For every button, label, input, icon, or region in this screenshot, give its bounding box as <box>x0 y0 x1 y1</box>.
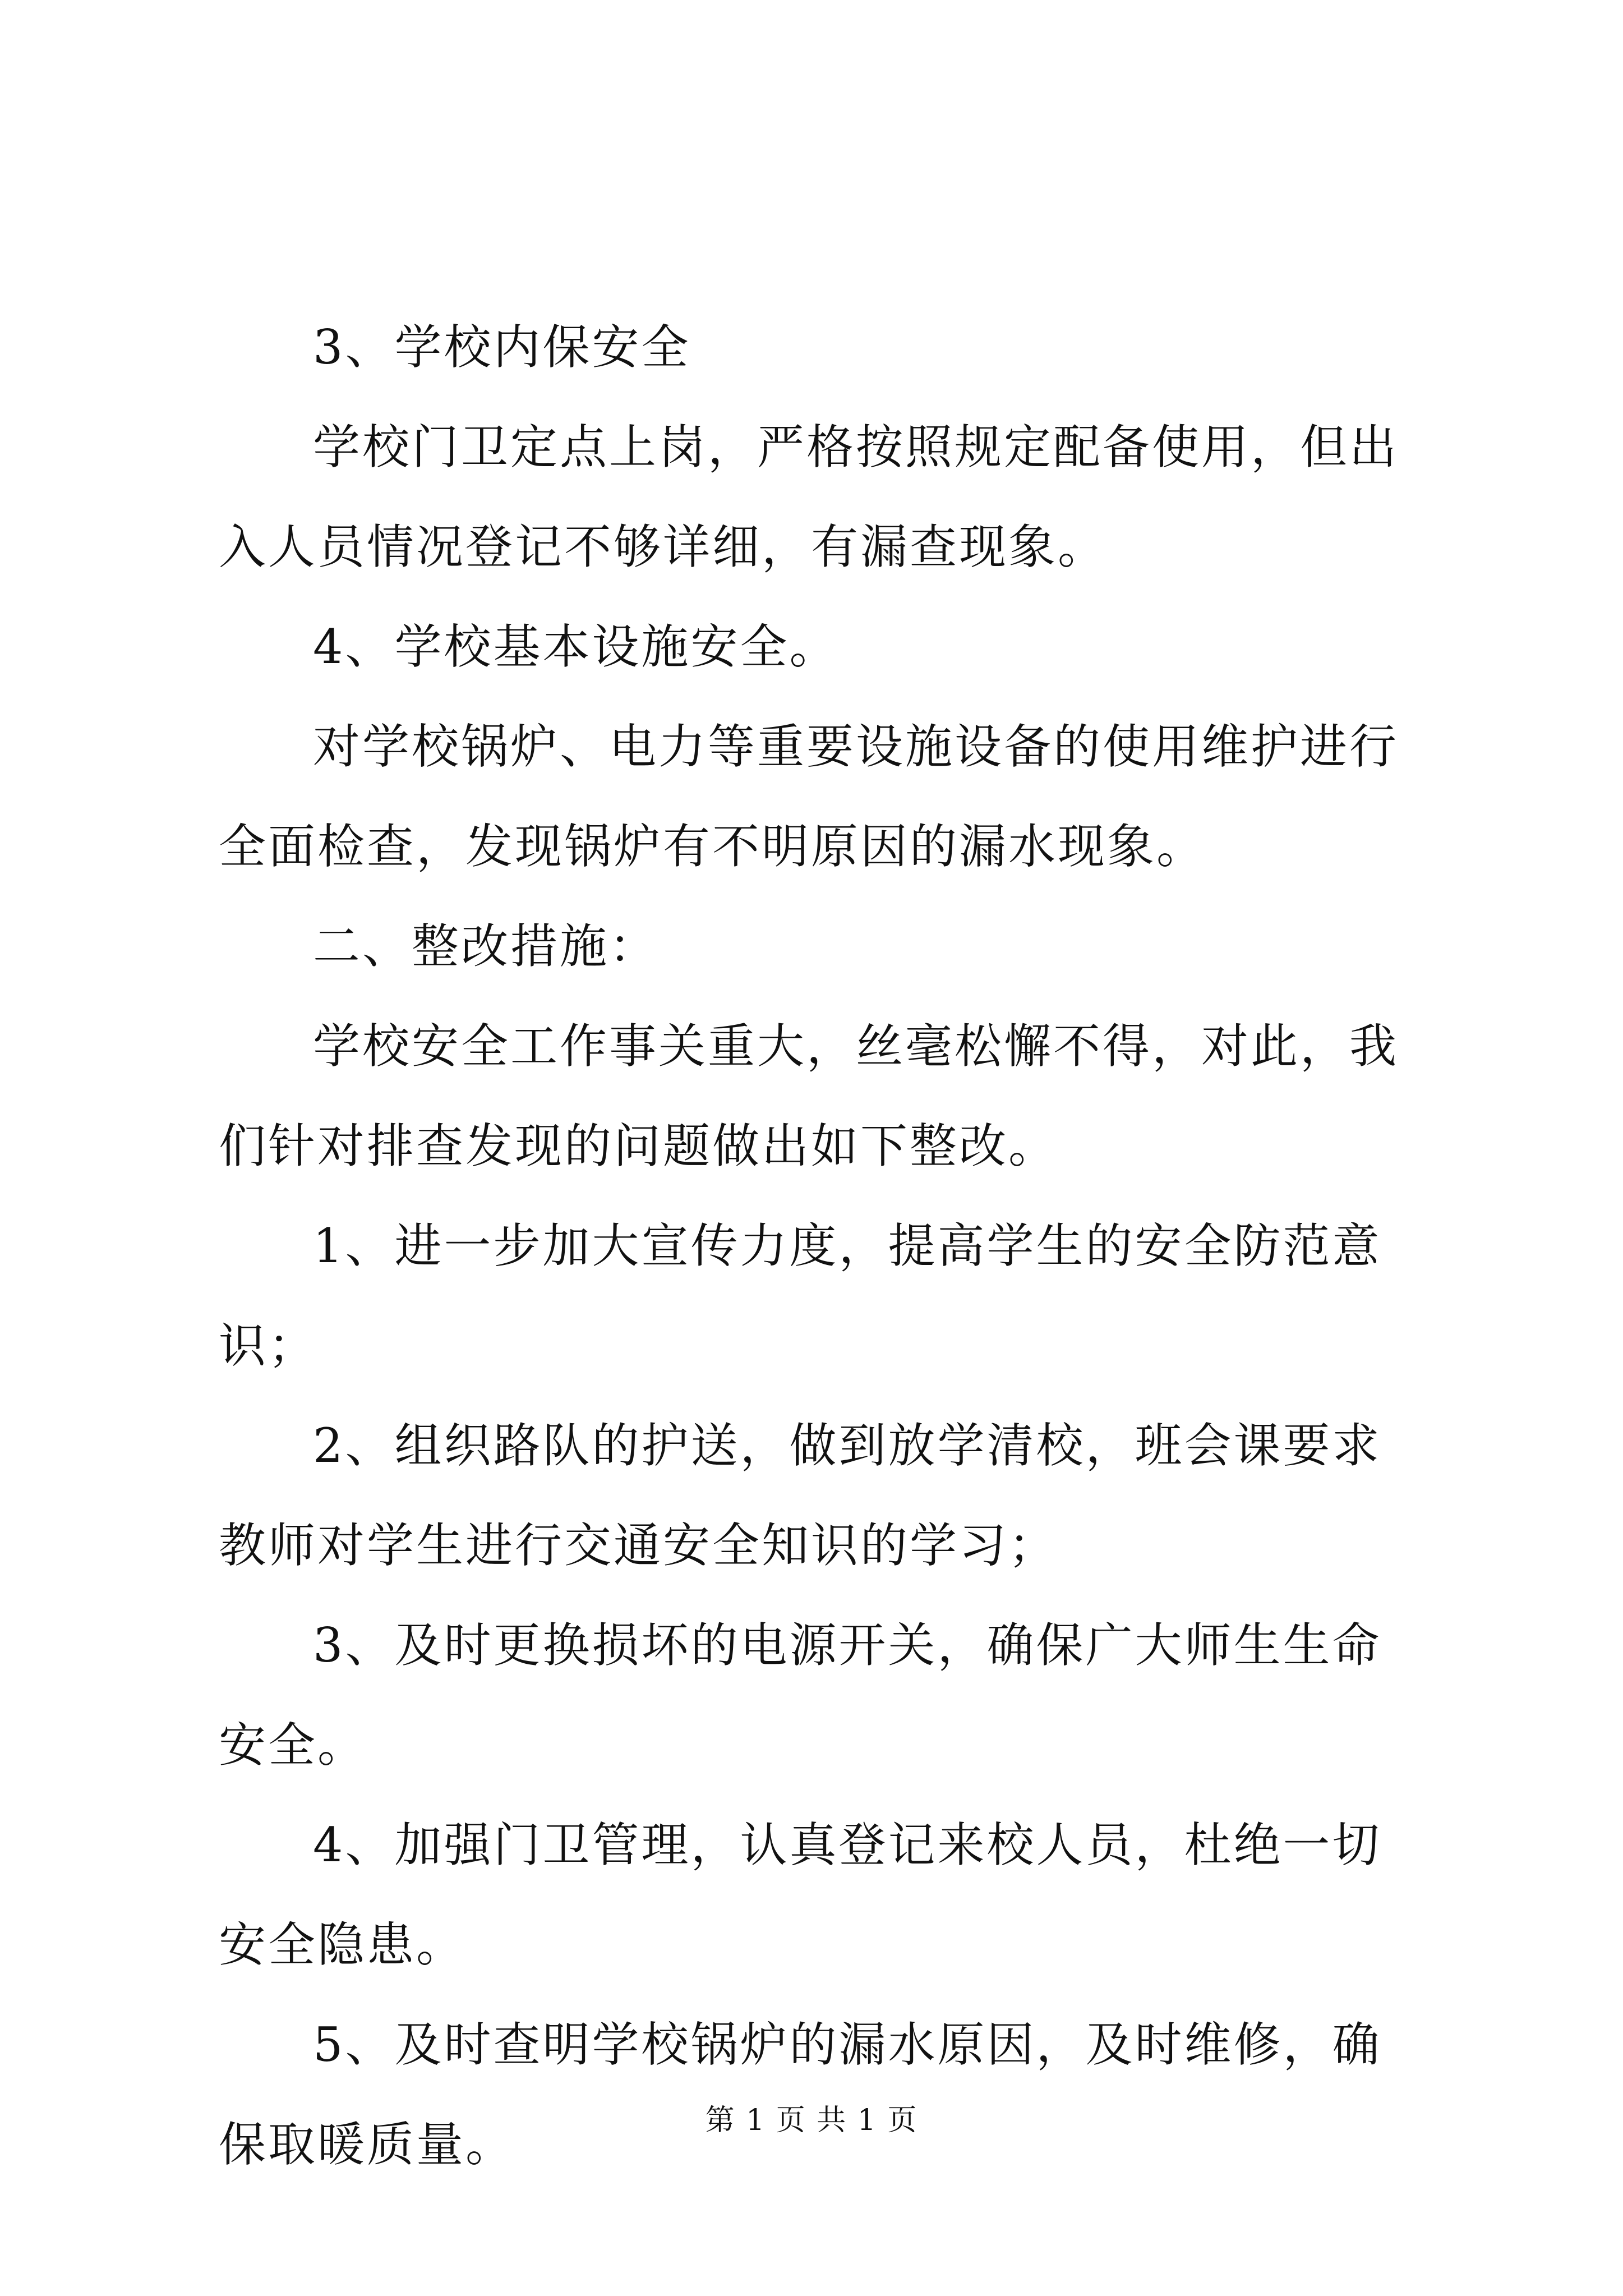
document-body <box>219 297 1430 2194</box>
measure-item-1: 1、进一步加大宣传力度，提高学生的安全防范意识； <box>219 1218 1382 1373</box>
measure-item-3: 3、及时更换损坏的电源开关，确保广大师生生命安全。 <box>219 1618 1382 1773</box>
page-number-footer: 第 1 页 共 1 页 <box>705 2104 918 2137</box>
section-heading-rectification: 二、整改措施： <box>313 919 659 974</box>
measure-item-2: 2、组织路队的护送，做到放学清校，班会课要求教师对学生进行交通安全知识的学习； <box>219 1418 1382 1573</box>
measure-item-5: 5、及时查明学校锅炉的漏水原因，及时维修，确保取暖质量。 <box>219 2017 1382 2172</box>
paragraph-rectification-intro: 学校安全工作事关重大，丝毫松懈不得，对此，我们针对排查发现的问题做出如下整改。 <box>219 1019 1399 1174</box>
paragraph-gatekeeper-status: 学校门卫定点上岗，严格按照规定配备使用，但出入人员情况登记不够详细，有漏查现象。 <box>219 420 1399 574</box>
paragraph-heading-facility-safety: 4、学校基本设施安全。 <box>313 619 839 674</box>
paragraph-heading-internal-security: 3、学校内保安全 <box>313 320 691 375</box>
measure-item-4: 4、加强门卫管理，认真登记来校人员，杜绝一切安全隐患。 <box>219 1818 1382 1972</box>
paragraph-facility-inspection: 对学校锅炉、电力等重要设施设备的使用维护进行全面检查，发现锅炉有不明原因的漏水现象。 <box>219 719 1399 874</box>
